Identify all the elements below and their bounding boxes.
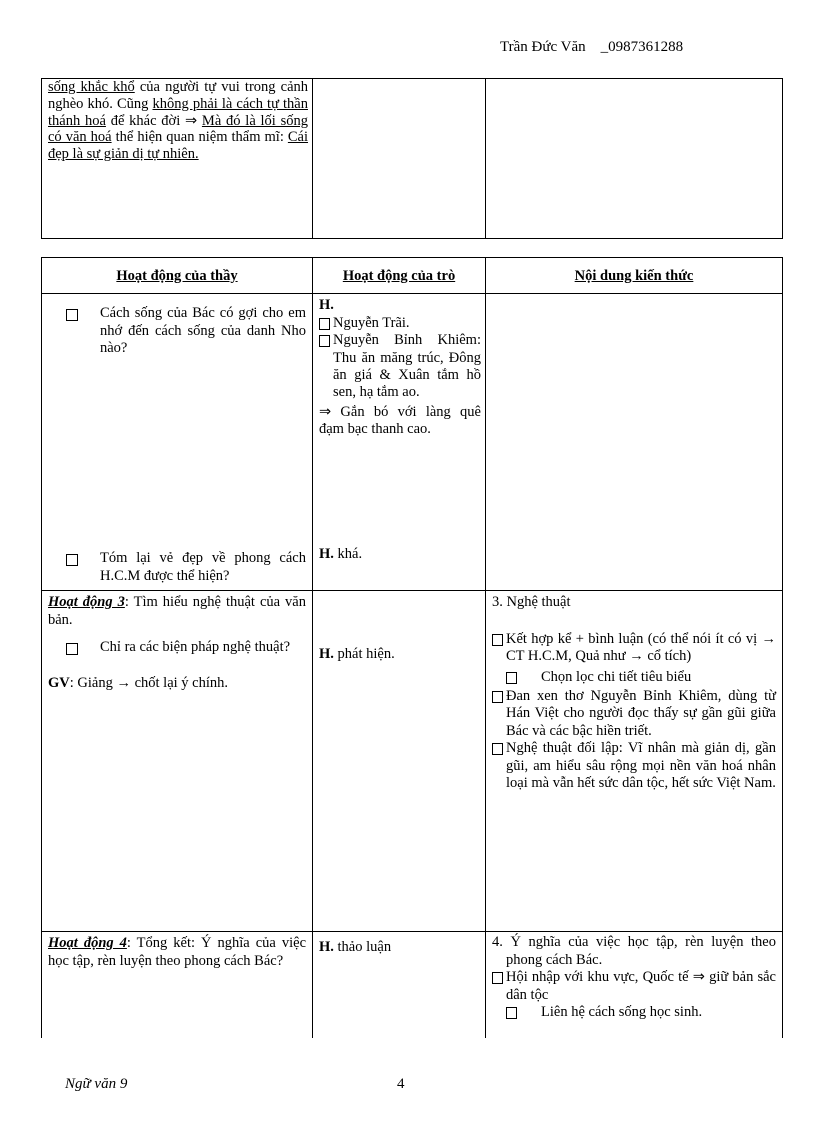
content-item: Chọn lọc chi tiết tiêu biểu [541,668,692,685]
activity-desc: : Tổng kết: Ý nghĩa của việc học tập, rèn luyện theo phong cách Bác? [48,935,306,969]
row2-student [313,591,486,932]
row3-teacher [42,932,313,1038]
empty-cell [486,79,783,239]
student-h-label: H. [319,297,334,314]
underlined-text: Cái đẹp là sự giản dị tự nhiên. [48,129,309,163]
checkbox-icon [492,743,503,755]
gv-text: : Giảng → chốt lại ý chính. [69,674,229,691]
teacher-question: Chỉ ra các biện pháp nghệ thuật? [100,639,291,656]
checkbox-icon [492,972,503,984]
row2-teacher [42,591,313,932]
student-answer: Nguyễn Bỉnh Khiêm: Thu ăn măng trúc, Đông ăn giá & Xuân tắm hồ sen, hạ tắm ao. [333,332,481,401]
content-item: Đan xen thơ Nguyễn Bỉnh Khiêm, dùng từ Hán Việt cho người đọc thấy sự gần gũi giữa Bác và các bậc hiền triết. [506,687,776,739]
content-item: Kết hợp kể + bình luận (có thể nói ít có vị → CT H.C.M, Quả như → cổ tích) [506,630,776,665]
footer-subject: Ngữ văn 9 [65,1076,128,1092]
row3-student [313,932,486,1038]
gv-label: GV [48,674,70,691]
content-item: Liên hệ cách sống học sinh. [541,1003,703,1020]
body-text: thể hiện quan niệm thẩm mĩ: [111,129,288,146]
body-text: của người tự vui trong cảnh nghèo khó. Cũng [48,79,309,112]
row1-teacher [42,294,313,591]
lesson-table [41,257,783,1038]
student-conclusion: ⇒ Gắn bó với làng quê đạm bạc thanh cao. [319,403,481,438]
student-answer: Nguyễn Trãi. [333,314,410,331]
empty-cell [313,79,486,239]
section-title: 3. Nghệ thuật [492,594,571,611]
page-header [500,38,683,56]
checkbox-icon [319,335,330,347]
activity-desc: : Tìm hiểu nghệ thuật của văn bản. [48,594,306,628]
checkbox-icon [66,309,78,321]
checkbox-icon [492,691,503,703]
checkbox-icon [319,318,330,330]
body-text: để khác đời ⇒ [105,112,202,129]
teacher-question: Cách sống của Bác có gợi cho em nhớ đến cách sống của danh Nho nào? [100,305,306,357]
activity-title: Hoạt động 3 [48,594,125,611]
student-answer: khá. [333,546,363,563]
student-h-label: H. [319,546,334,563]
activity-title: Hoạt động 4 [48,935,127,952]
student-h-label: H. [319,646,334,663]
student-answer: phát hiện. [333,646,395,663]
header-content: Nội dung kiến thức [486,258,783,294]
checkbox-icon [492,634,503,646]
underlined-text: không phải là cách tự thần thánh hoá [48,95,308,129]
author-name: Trần Đức Văn [500,39,586,55]
row1-content [486,294,783,591]
continuation-table [41,78,783,239]
underlined-text: sống khắc khổ [48,79,135,95]
header-student: Hoạt động của trò [313,258,486,294]
teacher-question: Tóm lại vẻ đẹp về phong cách H.C.M được thể hiện? [100,550,306,584]
content-item: Hội nhập với khu vực, Quốc tế ⇒ giữ bản sắc dân tộc [506,969,776,1003]
checkbox-icon [506,1007,517,1019]
student-h-label: H. [319,939,334,956]
student-answer: thảo luận [333,939,392,956]
checkbox-icon [506,672,517,684]
continuation-text-cell [42,79,313,239]
row1-student [313,294,486,591]
header-teacher: Hoạt động của thầy [42,258,313,294]
page-number: 4 [397,1076,405,1092]
underlined-text: Mà đó là lối sống có văn hoá [48,112,308,146]
row3-content [486,932,783,1038]
checkbox-icon [66,554,78,566]
content-item: Nghệ thuật đối lập: Vĩ nhân mà giản dị, gần gũi, am hiểu sâu rộng mọi nền văn hoá nhân loại mà vẫn hết sức dân tộc, hết sức Việt Nam. [506,740,776,791]
row2-content [486,591,783,932]
section-title: 4. Ý nghĩa của việc học tập, rèn luyện theo phong cách Bác. [492,934,776,968]
checkbox-icon [66,643,78,655]
author-phone: _0987361288 [600,39,684,55]
